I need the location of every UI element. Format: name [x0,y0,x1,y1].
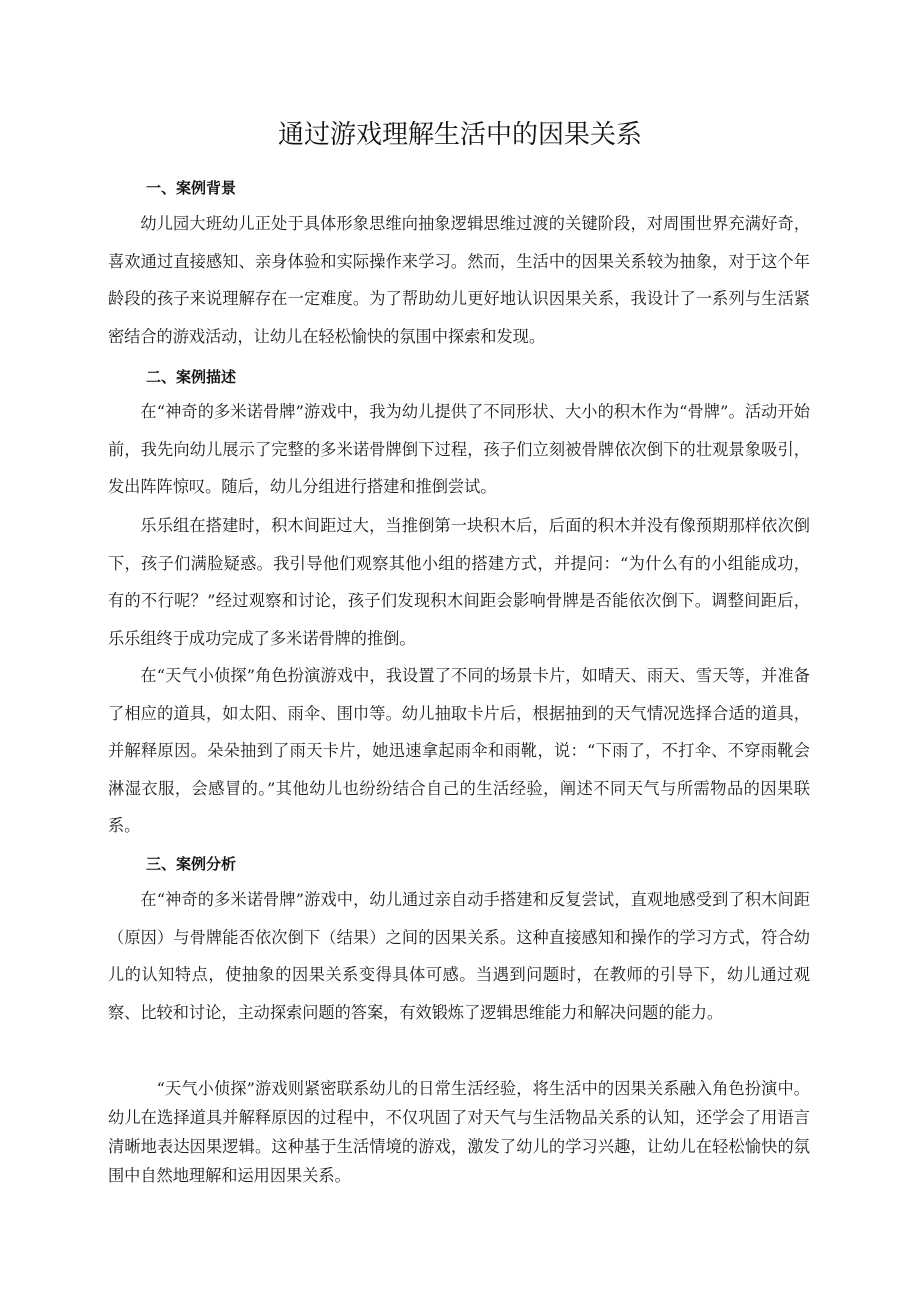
paragraph-weather-detective: 在“天气小侦探”角色扮演游戏中，我设置了不同的场景卡片，如晴天、雨天、雪天等，并准备了相应的道具，如太阳、雨伞、围巾等。幼儿抽取卡片后，根据抽到的天气情况选择合适的道具，并解释原因。朵朵抽到了雨天卡片，她迅速拿起雨伞和雨靴，说：“下雨了，不打伞、不穿雨靴会淋湿衣服，会感冒的。”其他幼儿也纷纷结合自己的生活经验，阐述不同天气与所需物品的因果联系。 [108,666,810,835]
paragraph-lele-group: 乐乐组在搭建时，积木间距过大，当推倒第一块积木后，后面的积木并没有像预期那样依次倒下，孩子们满脸疑惑。我引导他们观察其他小组的搭建方式，并提问：“为什么有的小组能成功，有的不行呢？”经过观察和讨论，孩子们发现积木间距会影响骨牌是否能依次倒下。调整间距后，乐乐组终于成功完成了多米诺骨牌的推倒。 [108,516,810,648]
paragraph-background: 幼儿园大班幼儿正处于具体形象思维向抽象逻辑思维过渡的关键阶段，对周围世界充满好奇，喜欢通过直接感知、亲身体验和实际操作来学习。然而，生活中的因果关系较为抽象，对于这个年龄段的孩子来说理解存在一定难度。为了帮助幼儿更好地认识因果关系，我设计了一系列与生活紧密结合的游戏活动，让幼儿在轻松愉快的氛围中探索和发现。 [108,214,810,346]
paragraph-weather-analysis: “天气小侦探”游戏则紧密联系幼儿的日常生活经验，将生活中的因果关系融入角色扮演中。幼儿在选择道具并解释原因的过程中，不仅巩固了对天气与生活物品关系的认知，还学会了用语言清晰地表达因果逻辑。这种基于生活情境的游戏，激发了幼儿的学习兴趣，让幼儿在轻松愉快的氛围中自然地理解和运用因果关系。 [108,1079,810,1185]
section-heading-analysis: 三、案例分析 [146,855,237,873]
section-heading-background: 一、案例背景 [146,179,237,197]
section-heading-description: 二、案例描述 [146,368,237,386]
paragraph-domino-analysis: 在“神奇的多米诺骨牌”游戏中，幼儿通过亲自动手搭建和反复尝试，直观地感受到了积木间距（原因）与骨牌能否依次倒下（结果）之间的因果关系。这种直接感知和操作的学习方式，符合幼儿的认知特点，使抽象的因果关系变得具体可感。当遇到问题时，在教师的引导下，幼儿通过观察、比较和讨论，主动探索问题的答案，有效锻炼了逻辑思维能力和解决问题的能力。 [108,890,810,1022]
document-title: 通过游戏理解生活中的因果关系 [277,120,642,150]
paragraph-domino-intro: 在“神奇的多米诺骨牌”游戏中，我为幼儿提供了不同形状、大小的积木作为“骨牌”。活动开始前，我先向幼儿展示了完整的多米诺骨牌倒下过程，孩子们立刻被骨牌依次倒下的壮观景象吸引，发出阵阵惊叹。随后，幼儿分组进行搭建和推倒尝试。 [108,402,810,496]
